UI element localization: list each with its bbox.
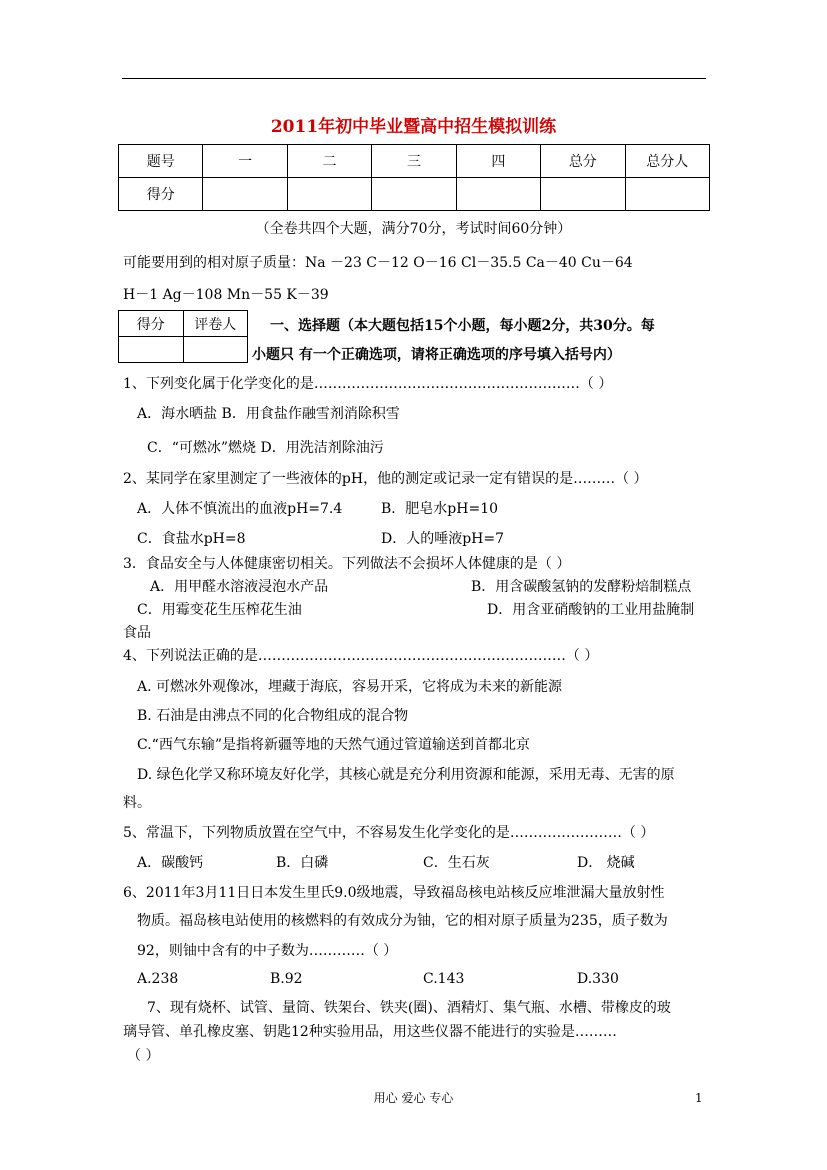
score-header-cell: 三 bbox=[372, 145, 456, 178]
grader-cell bbox=[119, 337, 184, 363]
header-rule bbox=[122, 78, 706, 79]
score-table-header-row bbox=[119, 145, 710, 178]
score-cell bbox=[625, 178, 709, 211]
question-4-option-a: A. 可燃冰外观像冰，埋藏于海底，容易开采，它将成为未来的新能源 bbox=[137, 679, 563, 695]
question-7: 7、现有烧杯、试管、量筒、铁架台、铁夹(圈)、酒精灯、集气瓶、水槽、带橡皮的玻 bbox=[147, 1000, 671, 1016]
question-5-option-a: A．碳酸钙 bbox=[137, 855, 204, 871]
score-header-cell: 题号 bbox=[119, 145, 203, 178]
question-4-option-d-continued: 料。 bbox=[123, 795, 151, 811]
question-1: 1、下列变化属于化学变化的是…………………………………………………（ ） bbox=[123, 376, 613, 392]
question-5-option-c: C．生石灰 bbox=[423, 855, 490, 871]
score-header-cell: 一 bbox=[203, 145, 287, 178]
question-7-line-2: 璃导管、单孔橡皮塞、钥匙12种实验用品，用这些仪器不能进行的实验是……… bbox=[123, 1024, 617, 1040]
question-2-option-c: C．食盐水pH=8 bbox=[137, 531, 246, 547]
score-header-cell: 总分 bbox=[541, 145, 625, 178]
question-2-option-b: B．肥皂水pH=10 bbox=[381, 501, 499, 517]
question-3-option-d-continued: 食品 bbox=[123, 625, 151, 641]
score-cell bbox=[541, 178, 625, 211]
question-1-options-cd: C．“可燃冰”燃烧 D．用洗洁剂除油污 bbox=[147, 440, 384, 456]
section-heading-2: 小题只 有一个正确选项，请将正确选项的序号填入括号内） bbox=[252, 347, 621, 363]
question-2: 2、某同学在家里测定了一些液体的pH，他的测定或记录一定有错误的是………（ ） bbox=[123, 471, 648, 487]
question-6-option-b: B.92 bbox=[270, 971, 303, 987]
question-5-option-d: D． 烧碱 bbox=[577, 855, 635, 871]
exam-note: （全卷共四个大题，满分70分，考试时间60分钟） bbox=[255, 221, 572, 237]
grader-table bbox=[118, 310, 248, 363]
atomic-mass-line-1: 可能要用到的相对原子质量：Na －23 C－12 O－16 Cl－35.5 Ca－40 Cu－64 bbox=[123, 255, 633, 271]
question-4-option-d: D. 绿色化学又称环境友好化学，其核心就是充分利用资源和能源，采用无毒、无害的原 bbox=[137, 767, 675, 783]
question-5-option-b: B．白磷 bbox=[276, 855, 329, 871]
question-3-option-d: D．用含亚硝酸钠的工业用盐腌制 bbox=[487, 602, 695, 618]
question-3-option-c: C．用霉变花生压榨花生油 bbox=[137, 602, 302, 618]
score-cell bbox=[203, 178, 287, 211]
score-cell bbox=[287, 178, 371, 211]
page-number: 1 bbox=[695, 1091, 703, 1105]
score-header-cell: 总分人 bbox=[625, 145, 709, 178]
score-row-label: 得分 bbox=[119, 178, 203, 211]
question-4-option-c: C.“西气东输”是指将新疆等地的天然气通过管道输送到首都北京 bbox=[137, 737, 530, 753]
question-6-option-c: C.143 bbox=[423, 971, 465, 987]
question-4-option-b: B. 石油是由沸点不同的化合物组成的混合物 bbox=[137, 708, 409, 724]
grader-cell bbox=[183, 337, 248, 363]
grader-score-label: 得分 bbox=[119, 311, 184, 337]
question-3: 3．食品安全与人体健康密切相关。下列做法不会损坏人体健康的是（ ） bbox=[123, 556, 571, 572]
score-cell bbox=[372, 178, 456, 211]
question-6-option-a: A.238 bbox=[137, 971, 179, 987]
score-header-cell: 四 bbox=[456, 145, 540, 178]
footer-text: 用心 爱心 专心 bbox=[373, 1091, 454, 1105]
question-5: 5、常温下，下列物质放置在空气中，不容易发生化学变化的是……………………（ ） bbox=[123, 825, 655, 841]
question-3-option-b: B．用含碳酸氢钠的发酵粉焙制糕点 bbox=[471, 579, 692, 595]
question-4: 4、下列说法正确的是…………………………………………………………（ ） bbox=[123, 648, 599, 664]
atomic-mass-line-2: H－1 Ag－108 Mn－55 K－39 bbox=[123, 287, 329, 303]
score-table bbox=[118, 144, 710, 211]
grader-value-row bbox=[119, 337, 248, 363]
score-header-cell: 二 bbox=[287, 145, 371, 178]
grader-header-row bbox=[119, 311, 248, 337]
page-title: 2011年初中毕业暨高中招生模拟训练 bbox=[270, 117, 557, 137]
question-7-line-3: （ ） bbox=[127, 1048, 160, 1064]
question-6-option-d: D.330 bbox=[577, 971, 619, 987]
score-table-score-row bbox=[119, 178, 710, 211]
question-2-option-a: A．人体不慎流出的血液pH=7.4 bbox=[137, 501, 343, 517]
question-6-line-2: 物质。福岛核电站使用的核燃料的有效成分为铀，它的相对原子质量为235，质子数为 bbox=[137, 913, 668, 929]
question-2-option-d: D．人的唾液pH=7 bbox=[381, 531, 505, 547]
question-6: 6、2011年3月11日日本发生里氏9.0级地震，导致福岛核电站核反应堆泄漏大量放射性 bbox=[123, 885, 665, 901]
question-6-line-3: 92，则铀中含有的中子数为…………（ ） bbox=[137, 943, 398, 959]
question-1-options-ab: A．海水晒盐 B．用食盐作融雪剂消除积雪 bbox=[137, 406, 400, 422]
question-3-option-a: A．用甲醛水溶液浸泡水产品 bbox=[150, 579, 329, 595]
grader-name-label: 评卷人 bbox=[183, 311, 248, 337]
section-heading-1: 一、选择题（本大题包括15个小题，每小题2分，共30分。每 bbox=[270, 318, 655, 334]
score-cell bbox=[456, 178, 540, 211]
